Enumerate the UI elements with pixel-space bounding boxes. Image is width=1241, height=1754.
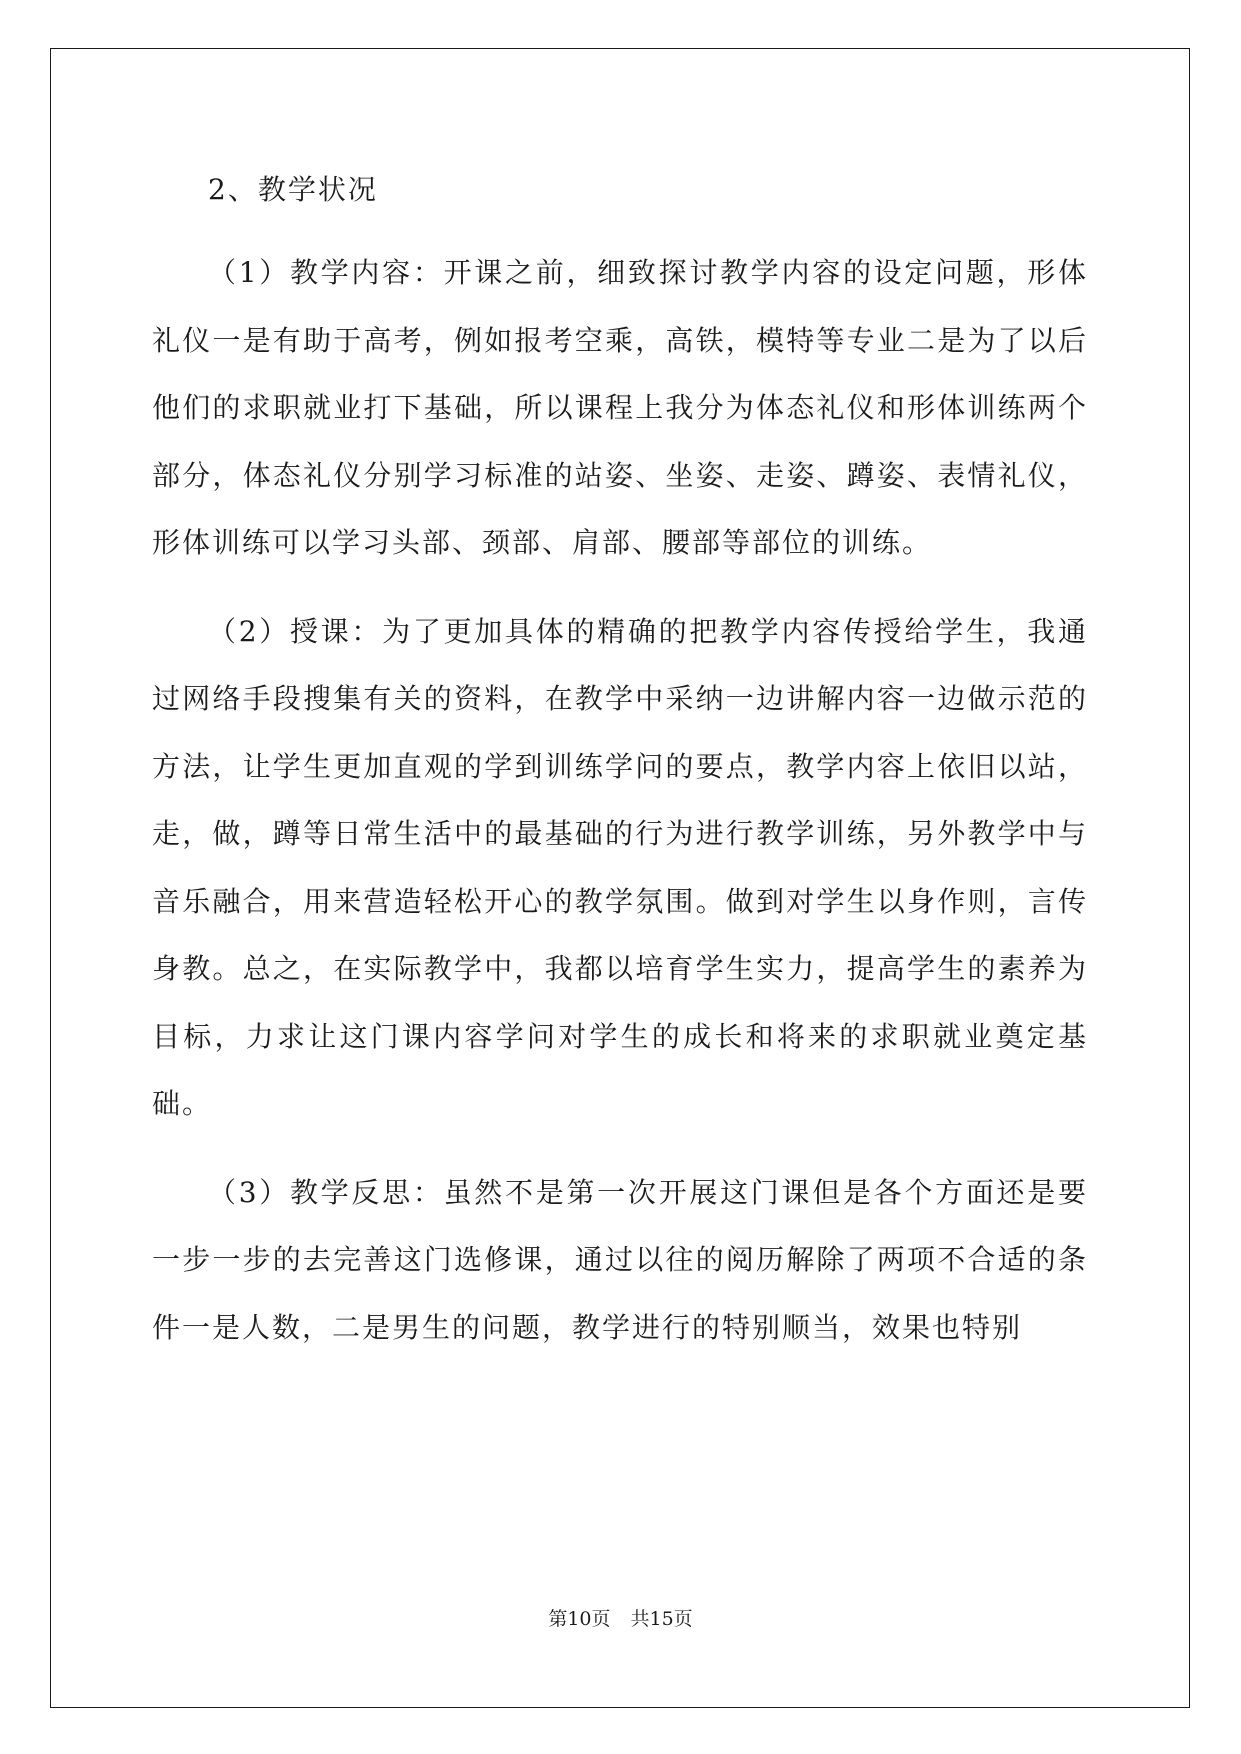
page-total: 共15页: [630, 1608, 693, 1630]
paragraph-lecturing: [152, 598, 1088, 1138]
paragraph-teaching-content: [152, 239, 1088, 577]
paragraph-text: （3）教学反思：虽然不是第一次开展这门课但是各个方面还是要一步一步的去完善这门选修课，通过以往的阅历解除了两项不合适的条件一是人数，二是男生的问题，教学进行的特别顺当，效果也特别: [152, 1175, 1088, 1344]
paragraph-text: （1）教学内容：开课之前，细致探讨教学内容的设定问题，形体礼仪一是有助于高考，例如报考空乘，高铁，模特等专业二是为了以后他们的求职就业打下基础，所以课程上我分为体态礼仪和形体训练两个部分，体态礼仪分别学习标准的站姿、坐姿、走姿、蹲姿、表情礼仪，形体训练可以学习头部、颈部、肩部、腰部等部位的训练。: [152, 256, 1088, 559]
section-heading: 2、教学状况: [208, 173, 378, 206]
paragraph-text: （2）授课：为了更加具体的精确的把教学内容传授给学生，我通过网络手段搜集有关的资料，在教学中采纳一边讲解内容一边做示范的方法，让学生更加直观的学到训练学问的要点，教学内容上依旧以站，走，做，蹲等日常生活中的最基础的行为进行教学训练，另外教学中与音乐融合，用来营造轻松开心的教学氛围。做到对学生以身作则，言传身教。总之，在实际教学中，我都以培育学生实力，提高学生的素养为目标，力求让这门课内容学问对学生的成长和将来的求职就业奠定基础。: [152, 614, 1088, 1120]
page-number: 第10页: [548, 1608, 611, 1630]
page-footer: [0, 1604, 1241, 1631]
document-body: [152, 162, 1088, 1361]
paragraph-teaching-reflection: [152, 1159, 1088, 1362]
